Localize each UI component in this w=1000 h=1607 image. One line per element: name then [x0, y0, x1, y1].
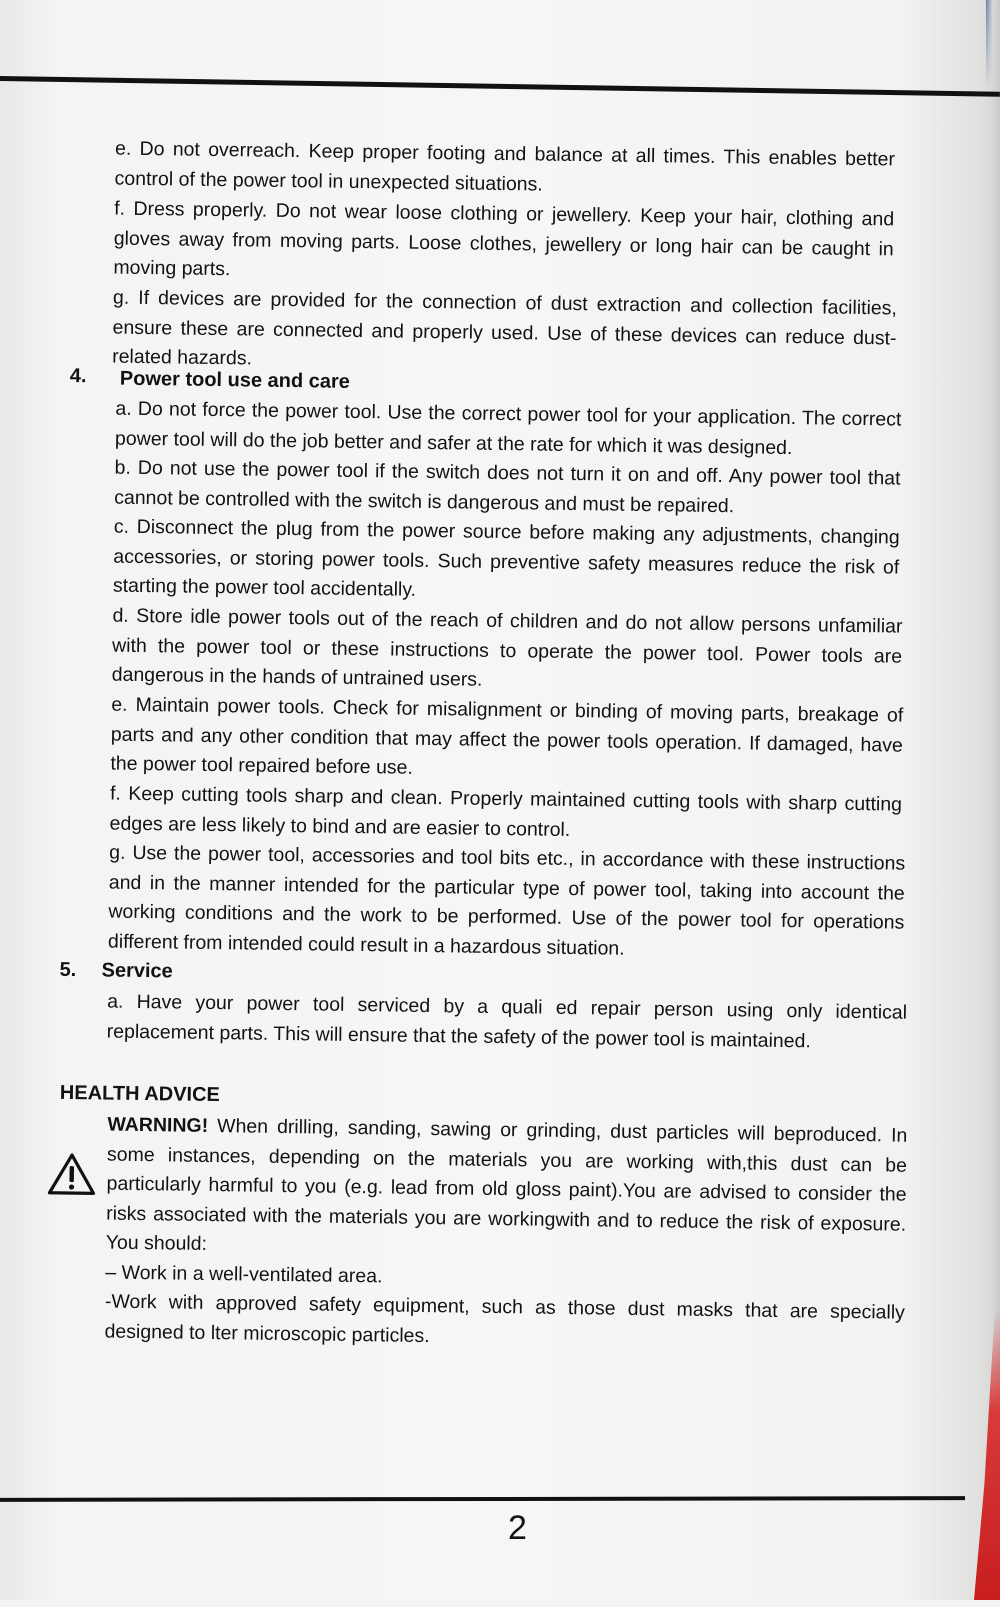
safety-item-g: g. If devices are provided for the connection of dust extraction and collection facilities, ensure these are connected and properly used. Use of these devices can reduce dust-related hazards. — [112, 286, 898, 370]
section-4-item-g: g. Use the power tool, accessories and tool bits etc., in accordance with these instructions and in the manner intended for the particular type of power tool, taking into account the working conditions and the work to be performed. Use of the power tool for operations different from intended could result in a hazardous situation. — [107, 841, 906, 960]
warning-label: WARNING! — [107, 1113, 209, 1137]
warning-triangle-icon — [46, 1152, 97, 1197]
section-4-item-a: a. Do not force the power tool. Use the correct power tool for your application. The correct power tool will do the job better and safer at the rate for which it was designed. — [114, 397, 902, 459]
health-warning-paragraph — [106, 1111, 908, 1270]
page-number: 2 — [508, 1509, 527, 1547]
section-4-number: 4. — [69, 364, 87, 388]
section-4-title: Power tool use and care — [119, 367, 351, 393]
section-4-item-c: c. Disconnect the plug from the power source before making any adjustments, changing accessories, or storing power tools. Such preventive safety measures reduce the risk of starting the power tool accidentally. — [112, 515, 900, 601]
section-5-title: Service — [101, 959, 173, 983]
safety-item-f: f. Dress properly. Do not wear loose clothing or jewellery. Keep your hair, clothing and gloves away from moving parts. Loose clothes, jewellery or long hair can be caught in moving parts. — [113, 197, 895, 281]
safety-item-e: e. Do not overreach. Keep proper footing and balance at all times. This enables better control of the power tool in unexpected situations. — [114, 137, 896, 196]
health-advice-heading: HEALTH ADVICE — [59, 1081, 221, 1107]
section-4-item-b: b. Do not use the power tool if the switch does not turn it on and off. Any power tool that cannot be controlled with the switch is dangerous and must be repaired. — [114, 456, 901, 517]
warning-text: When drilling, sanding, sawing or grinding, dust particles will beproduced. In some instances, depending on the materials you are working with,this dust can be particularly harmful to you (e.g. lead from old gloss paint).You are advised to consider the risks associated with the materials you are workingwith and to reduce the risk of exposure. You should: — [105, 1114, 908, 1255]
section-4-item-f: f. Keep cutting tools sharp and clean. Properly maintained cutting tools with sharp cutting edges are less likely to bind and are easier to control. — [109, 782, 903, 841]
health-bullet-equipment: -Work with approved safety equipment, such as those dust masks that are specially designed to lter microscopic particles. — [104, 1290, 906, 1347]
section-4-item-d: d. Store idle power tools out of the reach of children and do not allow persons unfamiliar with the power tool or these instructions to operate the power tool. Power tools are dangerous in the hands of untrained users. — [111, 604, 903, 691]
section-5-item-a: a. Have your power tool serviced by a quali ed repair person using only identical replacement parts. This will ensure that the safety of the power tool is maintained. — [106, 990, 908, 1052]
section-5-number: 5. — [59, 958, 77, 982]
section-4-item-e: e. Maintain power tools. Check for misalignment or binding of moving parts, breakage of parts and any other condition that may affect the power tools operation. If damaged, have the power tool repaired before use. — [110, 693, 904, 779]
health-bullet-ventilation: – Work in a well-ventilated area. — [105, 1261, 383, 1288]
